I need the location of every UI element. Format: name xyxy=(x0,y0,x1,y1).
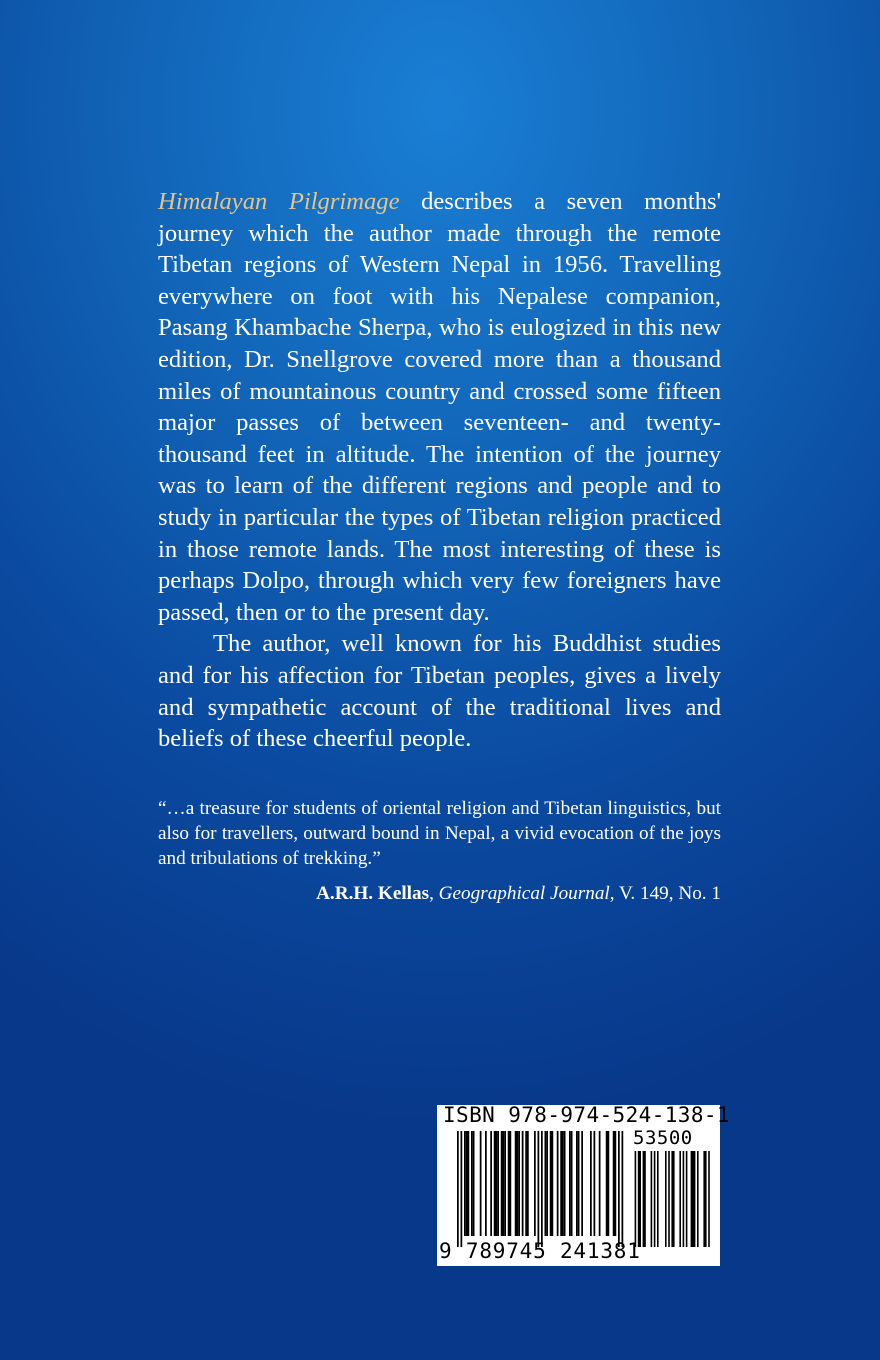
barcode-bar-14 xyxy=(503,1131,505,1236)
attribution-separator: , xyxy=(429,883,439,904)
barcode-bar-23 xyxy=(527,1131,529,1236)
barcode-bar-58 xyxy=(679,1151,681,1247)
barcode-bar-60 xyxy=(686,1151,688,1247)
barcode-bar-59 xyxy=(683,1151,685,1247)
blurb-paragraph-1 xyxy=(158,186,721,628)
barcode-bar-35 xyxy=(569,1131,571,1236)
publication-name: Geographical Journal xyxy=(438,883,610,904)
barcode-bar-30 xyxy=(552,1131,554,1236)
barcode-bar-42 xyxy=(599,1131,601,1236)
barcode-bar-45 xyxy=(613,1131,615,1236)
barcode-bar-1 xyxy=(461,1131,463,1247)
barcode-bar-41 xyxy=(594,1131,596,1236)
barcode-bar-0 xyxy=(457,1131,459,1247)
barcode-bar-27 xyxy=(545,1131,547,1236)
barcode-bar-55 xyxy=(665,1151,667,1247)
isbn-barcode-block xyxy=(437,1103,730,1266)
barcode-bar-62 xyxy=(697,1151,699,1247)
barcode-bar-26 xyxy=(541,1131,543,1247)
barcode-bar-43 xyxy=(606,1131,608,1236)
barcode-bar-16 xyxy=(508,1131,510,1236)
barcode-bar-56 xyxy=(668,1151,670,1247)
price-code: 53500 xyxy=(633,1127,693,1149)
barcode-bar-15 xyxy=(504,1131,506,1236)
barcode-bar-17 xyxy=(510,1131,512,1236)
barcode-bar-6 xyxy=(473,1131,475,1236)
barcode-bar-48 xyxy=(622,1131,624,1247)
barcode-bar-12 xyxy=(497,1131,499,1236)
barcode-bar-4 xyxy=(468,1131,470,1236)
barcode-bar-50 xyxy=(638,1151,641,1247)
barcode-bar-38 xyxy=(578,1131,580,1236)
reviewer-name: A.R.H. Kellas xyxy=(316,883,430,904)
barcode-bar-52 xyxy=(651,1151,653,1247)
barcode-bar-33 xyxy=(562,1131,564,1236)
barcode-bar-39 xyxy=(581,1131,583,1236)
barcode-bar-20 xyxy=(518,1131,520,1236)
barcode-bar-8 xyxy=(485,1131,487,1236)
barcode-bar-28 xyxy=(546,1131,548,1236)
barcode-bar-40 xyxy=(590,1131,592,1236)
barcode-bar-3 xyxy=(466,1131,468,1236)
barcode-bar-9 xyxy=(490,1131,492,1236)
blurb-paragraph-1-text: describes a seven months' journey which the author made through the remote Tibetan regions of Western Nepal in 1956. Travelling everywhere on foot with his Nepalese companion, Pasang Khambache Sherpa, who is eulogized in this new edition, Dr. Snellgrove covered more than a thousand miles of mountainous country and crossed some fifteen major passes of between seventeen- and twenty-thousand feet in altitude. The intention of the journey was to learn of the different regions and people and to study in particular the types of Tibetan religion practiced in those remote lands. The most interesting of these is perhaps Dolpo, through which very few foreigners have passed, then or to the present day. xyxy=(158,188,721,626)
barcode-bar-49 xyxy=(635,1151,637,1247)
barcode-bar-24 xyxy=(534,1131,536,1236)
barcode-bar-57 xyxy=(671,1151,674,1247)
back-cover-blurb xyxy=(158,186,721,755)
barcode-bar-54 xyxy=(657,1151,659,1247)
barcode-bar-5 xyxy=(471,1131,473,1236)
barcode-bar-21 xyxy=(522,1131,524,1236)
barcode-bar-61 xyxy=(691,1151,696,1247)
barcode-bar-22 xyxy=(525,1131,527,1236)
barcode-bar-34 xyxy=(564,1131,566,1236)
barcode-bar-36 xyxy=(571,1131,573,1236)
barcode-bar-11 xyxy=(496,1131,498,1236)
barcode-bar-2 xyxy=(464,1131,466,1236)
barcode-bar-46 xyxy=(615,1131,617,1236)
barcode-bar-37 xyxy=(576,1131,578,1236)
barcode-bar-29 xyxy=(550,1131,552,1236)
book-title: Himalayan Pilgrimage xyxy=(158,188,400,215)
barcode-bar-63 xyxy=(703,1151,706,1247)
barcode-bar-25 xyxy=(538,1131,540,1247)
blurb-paragraph-2: The author, well known for his Buddhist studies and for his affection for Tibetan peoples, gives a lively and sympathetic account of the traditional lives and beliefs of these cheerful people. xyxy=(158,630,721,753)
barcode-bar-51 xyxy=(643,1151,646,1247)
barcode-bar-44 xyxy=(608,1131,610,1236)
review-quote: “…a treasure for students of oriental religion and Tibetan linguistics, but also for travellers, outward bound in Nepal, a vivid evocation of the joys and tribulations of trekking.” xyxy=(158,798,721,870)
isbn-label: ISBN 978-974-524-138-1 xyxy=(443,1103,730,1127)
publication-citation: , V. 149, No. 1 xyxy=(609,883,721,904)
barcode-bar-53 xyxy=(654,1151,656,1247)
review-attribution xyxy=(158,881,721,906)
barcode-bar-64 xyxy=(708,1151,710,1247)
barcode-bar-19 xyxy=(517,1131,519,1236)
barcode-bar-18 xyxy=(515,1131,517,1236)
barcode-bar-10 xyxy=(494,1131,496,1236)
barcode-bar-32 xyxy=(560,1131,562,1236)
barcode-bar-13 xyxy=(501,1131,503,1236)
barcode-bar-47 xyxy=(618,1131,620,1247)
barcode-bar-7 xyxy=(480,1131,482,1236)
barcode-bar-31 xyxy=(557,1131,559,1236)
barcode-digits: 9 789745 241381 xyxy=(439,1239,641,1263)
